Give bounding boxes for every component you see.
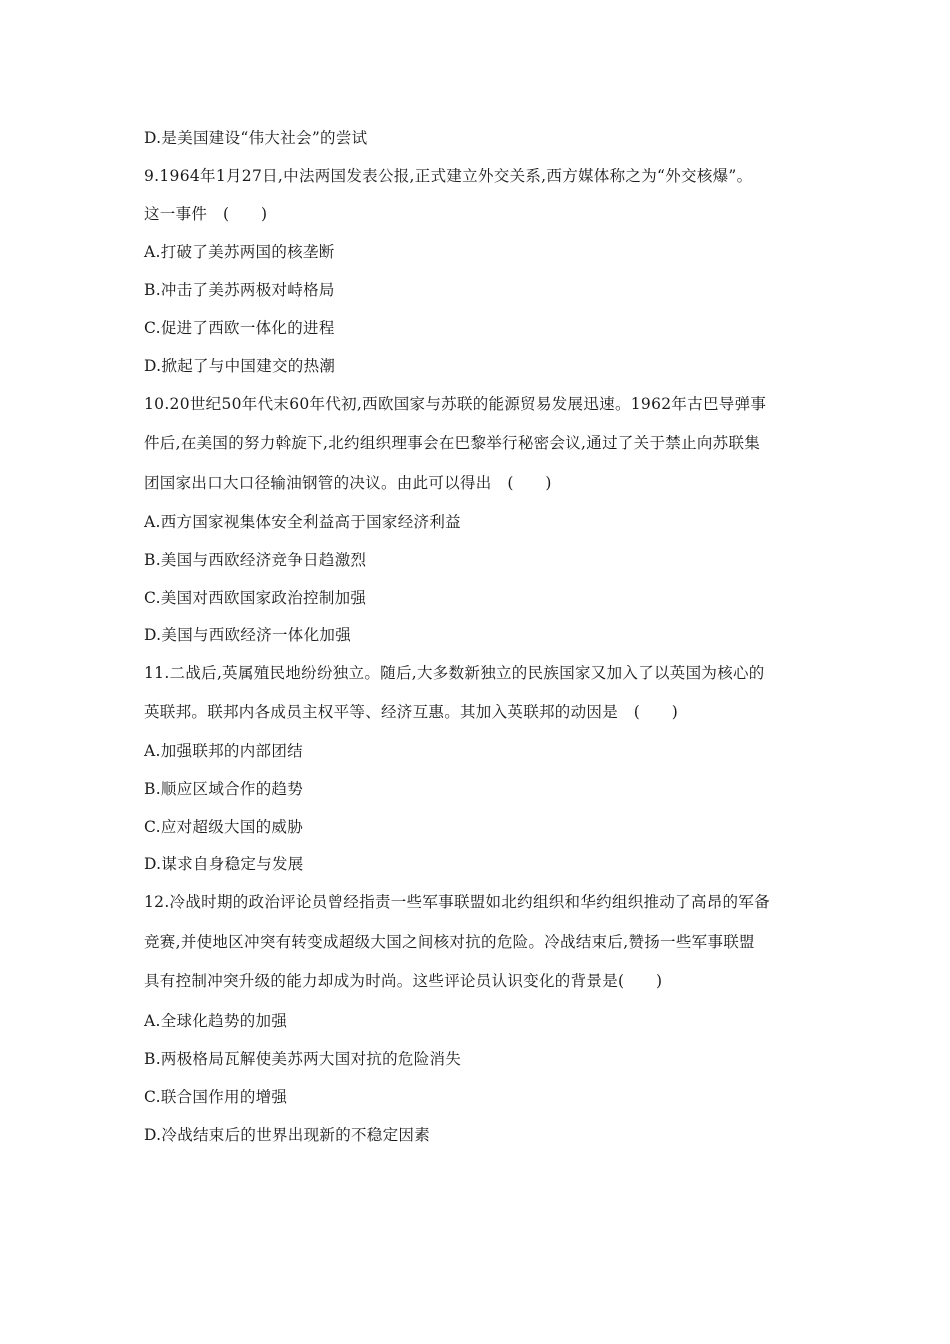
q9-stem-line-1: 9.1964年1月27日,中法两国发表公报,正式建立外交关系,西方媒体称之为“外交核爆”。 (144, 167, 753, 185)
q11-option-c: C.应对超级大国的威胁 (144, 818, 304, 836)
q9-option-b: B.冲击了美苏两极对峙格局 (144, 281, 335, 299)
q12-option-d: D.冷战结束后的世界出现新的不稳定因素 (144, 1126, 431, 1144)
q10-option-b: B.美国与西欧经济竞争日趋激烈 (144, 551, 367, 569)
q10-stem-line-2: 件后,在美国的努力斡旋下,北约组织理事会在巴黎举行秘密会议,通过了关于禁止向苏联集 (144, 434, 761, 452)
q11-option-b: B.顺应区域合作的趋势 (144, 780, 304, 798)
q12-option-a: A.全球化趋势的加强 (144, 1012, 288, 1030)
q8-option-d: D.是美国建设“伟大社会”的尝试 (144, 129, 368, 147)
q10-stem-line-1: 10.20世纪50年代末60年代初,西欧国家与苏联的能源贸易发展迅速。1962年古巴导弹事 (144, 395, 767, 413)
q12-stem-line-1: 12.冷战时期的政治评论员曾经指责一些军事联盟如北约组织和华约组织推动了高昂的军备 (144, 893, 770, 911)
q12-option-c: C.联合国作用的增强 (144, 1088, 288, 1106)
q10-option-a: A.西方国家视集体安全利益高于国家经济利益 (144, 513, 461, 531)
q11-stem-line-2: 英联邦。联邦内各成员主权平等、经济互惠。其加入英联邦的动因是 ( ) (144, 703, 679, 721)
q12-stem-line-3: 具有控制冲突升级的能力却成为时尚。这些评论员认识变化的背景是( ) (144, 972, 663, 990)
q9-stem-line-2: 这一事件 ( ) (144, 205, 268, 223)
q12-stem-line-2: 竞赛,并使地区冲突有转变成超级大国之间核对抗的危险。冷战结束后,赞扬一些军事联盟 (144, 933, 755, 951)
q11-stem-line-1: 11.二战后,英属殖民地纷纷独立。随后,大多数新独立的民族国家又加入了以英国为核心的 (144, 664, 765, 682)
q10-option-d: D.美国与西欧经济一体化加强 (144, 626, 352, 644)
q10-stem-line-3: 团国家出口大口径输油钢管的决议。由此可以得出 ( ) (144, 474, 552, 492)
q10-option-c: C.美国对西欧国家政治控制加强 (144, 589, 367, 607)
q9-option-d: D.掀起了与中国建交的热潮 (144, 357, 336, 375)
q11-option-d: D.谋求自身稳定与发展 (144, 855, 304, 873)
q12-option-b: B.两极格局瓦解使美苏两大国对抗的危险消失 (144, 1050, 462, 1068)
q11-option-a: A.加强联邦的内部团结 (144, 742, 303, 760)
q9-option-a: A.打破了美苏两国的核垄断 (144, 243, 335, 261)
q9-option-c: C.促进了西欧一体化的进程 (144, 319, 335, 337)
